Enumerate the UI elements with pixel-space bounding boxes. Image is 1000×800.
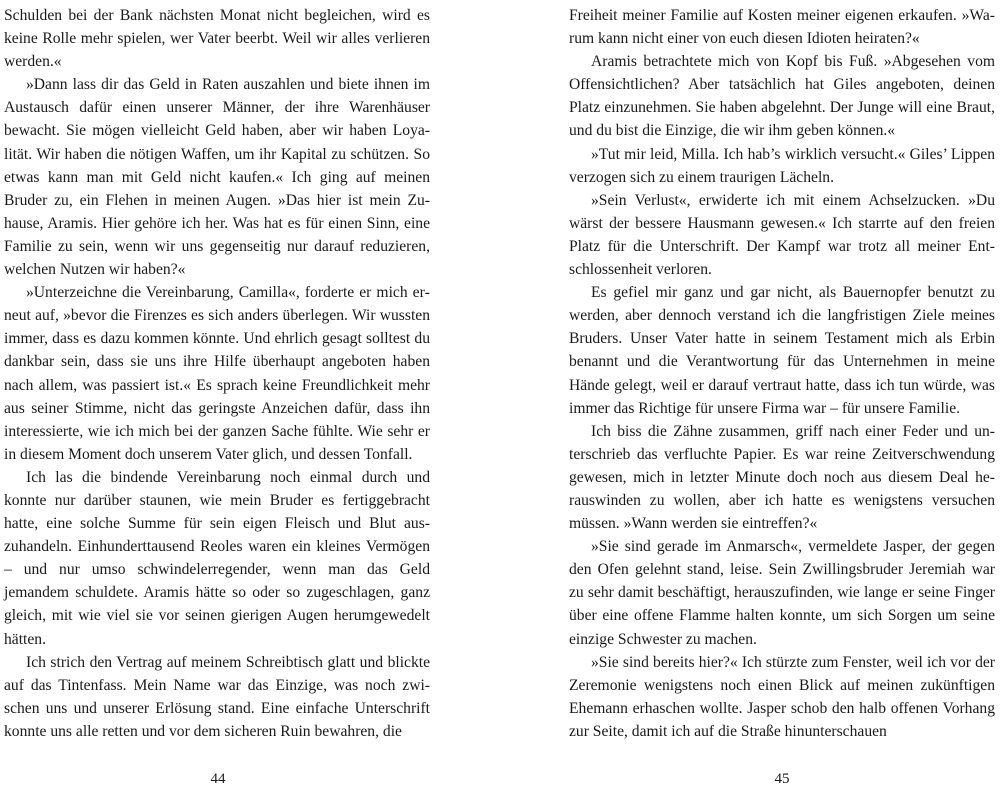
left-page bbox=[4, 4, 430, 743]
right-page bbox=[569, 4, 995, 743]
paragraph: Ich las die bindende Vereinbarung noch einmal durch und konnte nur darüber staunen, wie mein Bruder es fertiggebracht hatte, eine solche Summe für sein eigen Fleisch und Blut auszuhandeln. Einhunderttausend Reoles waren ein kleines Vermögen – und nur umso schwindelerregender, wenn man das Geld jemandem schuldete. Aramis hätte so oder so zugeschlagen, ganz gleich, mit wie viel sie vor seinen gierigen Augen herumgewedelt hätten. bbox=[4, 468, 430, 648]
paragraph: »Sie sind bereits hier?« Ich stürzte zum Fenster, weil ich vor der Zeremonie wenigstens noch einen Blick auf meinen zukünftigen Ehemann erhaschen wollte. Jasper schob den halb offenen Vorhang zur Seite, damit ich auf die Straße hinunterschauen bbox=[569, 653, 995, 740]
paragraph: »Dann lass dir das Geld in Raten auszahlen und biete ihnen im Austausch dafür einen unserer Männer, der ihre Warenhäuser bewacht. Sie mögen vielleicht Geld haben, aber wir haben Loyalität. Wir haben die nötigen Waffen, um ihr Kapital zu schützen. So etwas kann man mit Geld nicht kaufen.« Ich ging auf meinen Bruder zu, ein Flehen in meinen Augen. »Das hier ist mein Zuhause, Aramis. Hier gehöre ich her. Was hat es für einen Sinn, eine Familie zu sein, wenn wir uns gegenseitig nur darauf reduzieren, welchen Nutzen wir haben?« bbox=[4, 76, 430, 279]
paragraph: Aramis betrachtete mich von Kopf bis Fuß. »Abgesehen vom Offensichtlichen? Aber tatsächlich hat Giles angeboten, deinen Platz einzunehmen. Sie haben abgelehnt. Der Junge will eine Braut, und du bist die Einzige, die wir ihm geben können.« bbox=[569, 53, 995, 140]
page-number-left: 44 bbox=[210, 771, 226, 787]
paragraph: »Sein Verlust«, erwiderte ich mit einem Achselzucken. »Du wärst der bessere Hausmann gewesen.« Ich starrte auf den freien Platz für die Unterschrift. Der Kampf war trotz all meiner Entschlossenheit verloren. bbox=[569, 191, 995, 279]
page-number-right: 45 bbox=[774, 771, 790, 787]
gutter bbox=[499, 0, 501, 800]
paragraph: »Unterzeichne die Vereinbarung, Camilla«, forderte er mich erneut auf, »bevor die Firenzes es sich anders überlegen. Wir wussten immer, dass es dazu kommen könnte. Und ehrlich gesagt solltest du dankbar sein, dass sie uns ihre Hilfe überhaupt angeboten haben nach allem, was passiert ist.« Es sprach keine Freundlichkeit mehr aus seiner Stimme, nicht das geringste Anzeichen dafür, dass ihn interessierte, wie ich mich bei der ganzen Sache fühlte. Wie sehr er in diesem Moment doch unserem Vater glich, und dessen Tonfall. bbox=[4, 284, 430, 463]
paragraph: »Sie sind gerade im Anmarsch«, vermeldete Jasper, der gegen den Ofen gelehnt stand, leise. Sein Zwillingsbruder Jeremiah war zu sehr damit beschäftigt, herauszufinden, wie lange er seine Finger über eine offene Flamme halten konnte, um sich Sorgen um seine einzige Schwester zu machen. bbox=[569, 538, 995, 648]
paragraph: Ich biss die Zähne zusammen, griff nach einer Feder und unterschrieb das verfluchte Papier. Es war reine Zeitverschwendung gewesen, mich in letzter Minute doch noch aus diesem Deal herauswinden zu wollen, aber ich hatte es wenigstens versuchen müssen. »Wann werden sie eintreffen?« bbox=[569, 422, 995, 533]
paragraph: Ich strich den Vertrag auf meinem Schreibtisch glatt und blickte auf das Tintenfass. Mein Name war das Einzige, was noch zwischen uns und unserer Erlösung stand. Eine einfache Unterschrift konnte uns alle retten und vor dem sicheren Ruin bewahren, die bbox=[4, 653, 430, 740]
paragraph: Freiheit meiner Familie auf Kosten meiner eigenen erkaufen. »Warum kann nicht einer von euch diesen Idioten heiraten?« bbox=[569, 7, 995, 48]
paragraph: Es gefiel mir ganz und gar nicht, als Bauernopfer benutzt zu werden, aber dennoch verstand ich die langfristigen Ziele meines Bruders. Unser Vater hatte in seinem Testament mich als Erbin benannt und die Verantwortung für das Unternehmen in meine Hände gelegt, weil er darauf vertraut hatte, dass ich tun würde, was immer das Richtige für unsere Firma war – für unsere Familie. bbox=[569, 284, 995, 417]
paragraph: »Tut mir leid, Milla. Ich hab’s wirklich versucht.« Giles’ Lippen verzogen sich zu einem traurigen Lächeln. bbox=[569, 145, 995, 186]
paragraph: Schulden bei der Bank nächsten Monat nicht begleichen, wird es keine Rolle mehr spielen, wer Vater beerbt. Weil wir alles verlieren werden.« bbox=[4, 7, 430, 71]
